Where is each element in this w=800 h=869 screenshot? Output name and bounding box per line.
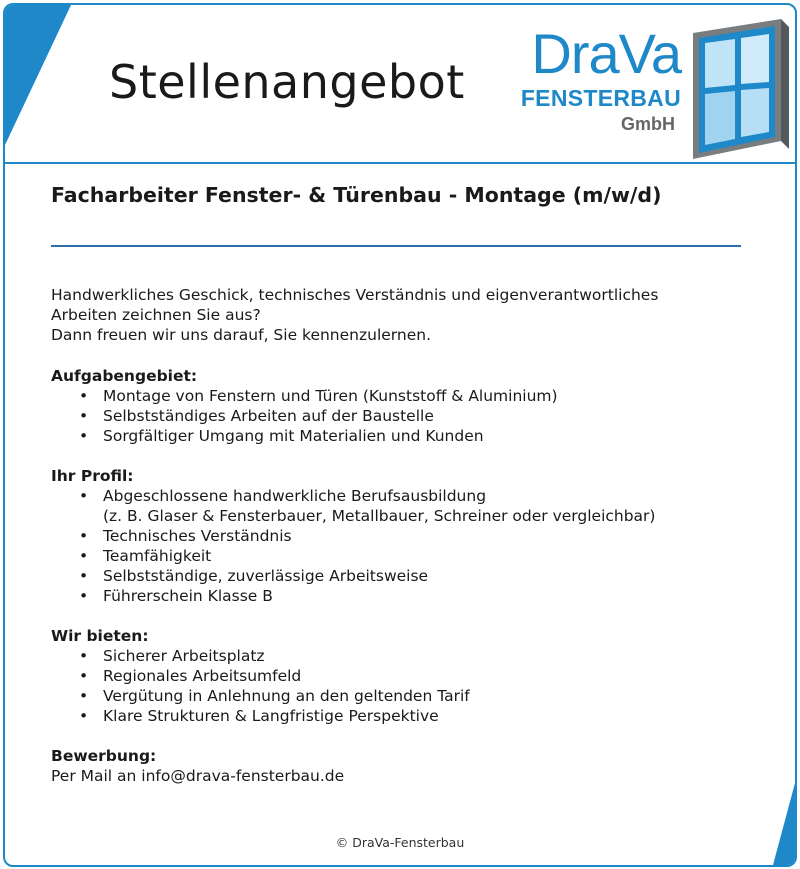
list-item: • Sicherer Arbeitsplatz bbox=[103, 646, 751, 666]
corner-accent-top-left bbox=[5, 5, 71, 145]
section-title-offer: Wir bieten: bbox=[51, 627, 149, 645]
profile-list bbox=[51, 486, 751, 606]
job-description bbox=[51, 285, 751, 786]
intro-text: Handwerkliches Geschick, technisches Verständnis und eigenverantwortliches Arbeiten zeichnen Sie aus? Dann freuen wir uns darauf, Sie kennenzulernen. bbox=[51, 286, 659, 344]
list-item: • Sorgfältiger Umgang mit Materialien und Kunden bbox=[103, 426, 751, 446]
list-item: • Klare Strukturen & Langfristige Perspektive bbox=[103, 706, 751, 726]
window-icon bbox=[685, 15, 789, 160]
section-title-tasks: Aufgabengebiet: bbox=[51, 367, 198, 385]
list-item: • Vergütung in Anlehnung an den geltenden Tarif bbox=[103, 686, 751, 706]
list-item: • Abgeschlossene handwerkliche Berufsausbildung (z. B. Glaser & Fensterbauer, Metallbauer, Schreiner oder vergleichbar) bbox=[103, 486, 751, 526]
list-item: • Selbstständiges Arbeiten auf der Baustelle bbox=[103, 406, 751, 426]
list-item: • Teamfähigkeit bbox=[103, 546, 751, 566]
corner-accent-bottom-right bbox=[773, 783, 795, 865]
company-logo bbox=[520, 15, 789, 160]
job-posting-card bbox=[3, 3, 797, 867]
page-title: Stellenangebot bbox=[109, 55, 465, 109]
list-item: • Selbstständige, zuverlässige Arbeitsweise bbox=[103, 566, 751, 586]
task-list bbox=[51, 386, 751, 446]
title-divider bbox=[51, 245, 741, 247]
logo-subtitle: FENSTERBAU bbox=[520, 85, 681, 111]
footer-copyright: © DraVa-Fensterbau bbox=[335, 835, 465, 850]
header-divider bbox=[5, 162, 795, 164]
list-item: • Montage von Fenstern und Türen (Kunststoff & Aluminium) bbox=[103, 386, 751, 406]
job-title: Facharbeiter Fenster- & Türenbau - Montage (m/w/d) bbox=[51, 183, 662, 207]
list-item: • Regionales Arbeitsumfeld bbox=[103, 666, 751, 686]
section-title-application: Bewerbung: bbox=[51, 747, 157, 765]
section-title-profile: Ihr Profil: bbox=[51, 467, 134, 485]
logo-brand: DraVa bbox=[531, 22, 681, 85]
list-item: • Technisches Verständnis bbox=[103, 526, 751, 546]
list-item: • Führerschein Klasse B bbox=[103, 586, 751, 606]
application-contact: Per Mail an info@drava-fensterbau.de bbox=[51, 767, 345, 785]
logo-legal-form: GmbH bbox=[621, 114, 675, 134]
offer-list bbox=[51, 646, 751, 726]
